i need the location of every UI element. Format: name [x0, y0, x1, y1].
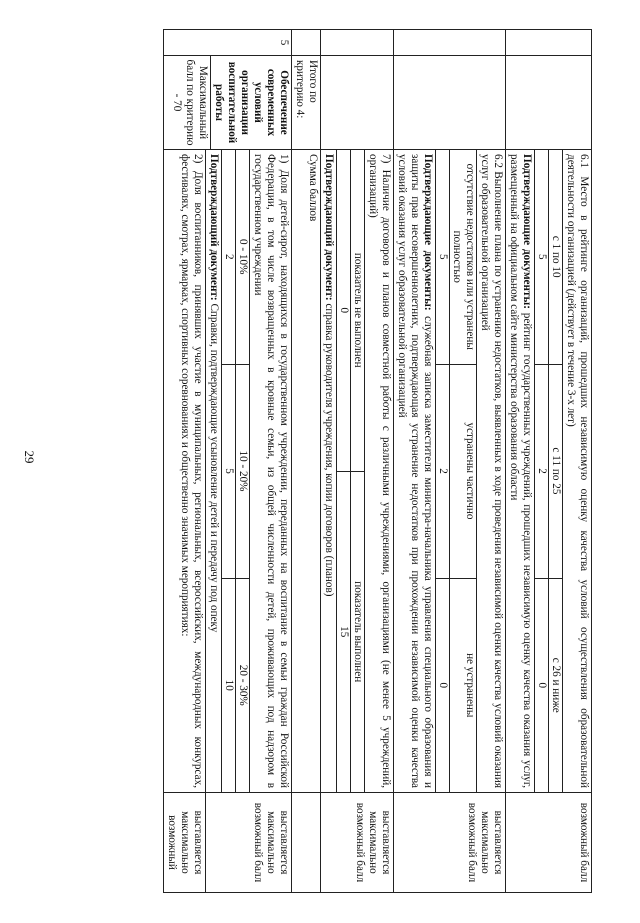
criterion-title: Обеспечение современных условий организации воспитательной работы	[213, 61, 290, 144]
scale-label: показатель не выполнен	[351, 150, 365, 471]
criteria-table	[163, 29, 592, 893]
criterion-max-score: Максимальный балл по критерию - 70	[169, 56, 211, 149]
scale-points: 15	[337, 471, 351, 792]
table-row-total	[292, 30, 321, 893]
indicator-text: 1) Доля детей-сирот, находящихся в государственном учреждении, переданных на воспитание в семьи граждан Российской Федерации, в том числе возвращенных в кровные семьи, из общей численности детей, проживающих под надзором в государственном учреждении	[252, 154, 290, 788]
scale-label: с 26 и ниже	[549, 578, 563, 792]
criterion-cell	[321, 56, 394, 150]
indicator-cell	[506, 150, 592, 793]
criterion-cell	[506, 56, 592, 150]
scale-points: 5	[535, 150, 549, 364]
scale-label: не устранены	[450, 578, 477, 792]
rotated-page-content	[44, 29, 592, 893]
number-cell	[292, 30, 321, 56]
page-number: 29	[22, 450, 37, 464]
number-cell	[506, 30, 592, 56]
supporting-documents: Подтверждающие документы: рейтинг государственных учреждений, прошедших независимую оценку качества оказания услуг, размещенный на официальном сайте министерства образования области	[506, 150, 535, 792]
indicator-cell	[206, 150, 292, 793]
scale-points: 0	[535, 578, 549, 792]
number-cell	[321, 30, 394, 56]
scale-points: 0	[337, 150, 351, 471]
criterion-cell	[164, 56, 292, 150]
indicator-text: 6.1 Место в рейтинге организаций, прошедших независимую оценку качества условий осуществления образовательной деятельности организацией (действует в течение 3-х лет)	[565, 154, 590, 788]
indicator-text: 6.2 Выполнение плана по устранению недостатков, выявленных в ходе проведения независимой оценки качества условий оказания услуг образовательной организацией	[479, 154, 504, 788]
score-scale	[436, 150, 477, 792]
total-label: Итого по критерию 4:	[292, 56, 321, 150]
scale-points: 2	[436, 364, 450, 578]
scale-points: 5	[222, 364, 236, 578]
score-scale	[535, 150, 563, 792]
scale-points: 0	[436, 578, 450, 792]
table-row	[394, 30, 506, 893]
indicator-cell	[394, 150, 506, 793]
table-row	[164, 30, 206, 893]
scale-points: 10	[222, 578, 236, 792]
scale-points: 2	[222, 150, 236, 364]
supporting-documents: Подтверждающие документы: служебная записка заместителя министра-начальника управления специального образования и защиты прав несовершеннолетних, подтверждающая устранение недостатков при прохождении независимой оценки качества условий оказания услуг образовательной организацией	[394, 150, 436, 792]
scale-label: с 1 по 10	[549, 150, 563, 364]
scale-label: с 11 по 25	[549, 364, 563, 578]
scale-points: 2	[535, 364, 549, 578]
table-row	[206, 30, 292, 893]
indicator-text: 7) Наличие договоров и планов совместной работы с различными учреждениями, организациями (не менее 5 учреждений, организаций)	[367, 154, 392, 788]
scoring-note: выставляется максимально возможный	[164, 793, 206, 893]
total-value: Сумма баллов	[292, 150, 321, 793]
table-row	[506, 30, 592, 893]
score-scale	[222, 150, 250, 792]
score-scale	[337, 150, 365, 792]
criterion-cell	[394, 56, 506, 150]
section-number: 5	[164, 30, 292, 56]
supporting-documents: Подтверждающий документ: справка руководителя учреждения, копии договоров (планов)	[321, 150, 337, 792]
scoring-note: возможный балл	[506, 793, 592, 893]
indicator-cell	[321, 150, 394, 793]
empty-cell	[292, 793, 321, 893]
scale-label: 0 - 10%	[236, 150, 250, 364]
scale-label: отсутствие недостатков или устранены полностью	[450, 150, 477, 364]
scale-points: 5	[436, 150, 450, 364]
scale-label: 10 - 20%	[236, 364, 250, 578]
table-row	[321, 30, 394, 893]
scale-label: показатель выполнен	[351, 471, 365, 792]
scale-label: устранены частично	[450, 364, 477, 578]
number-cell	[394, 30, 506, 56]
scoring-note: выставляется максимально возможный балл	[206, 793, 292, 893]
scoring-note: выставляется максимально возможный балл	[321, 793, 394, 893]
indicator-text: 2) Доля воспитанников, принявших участие в муниципальных, региональных, всероссийских, международных конкурсах, фестивалях, смотрах, ярмарках, спортивных соревнованиях и общественно значимых мероприятиях:	[164, 150, 206, 793]
supporting-documents: Подтверждающий документ: Справки, подтверждающие усыновление детей и передачу под опеку	[206, 150, 222, 792]
scoring-note: выставляется максимально возможный балл	[394, 793, 506, 893]
scale-label: 20 - 30%	[236, 578, 250, 792]
